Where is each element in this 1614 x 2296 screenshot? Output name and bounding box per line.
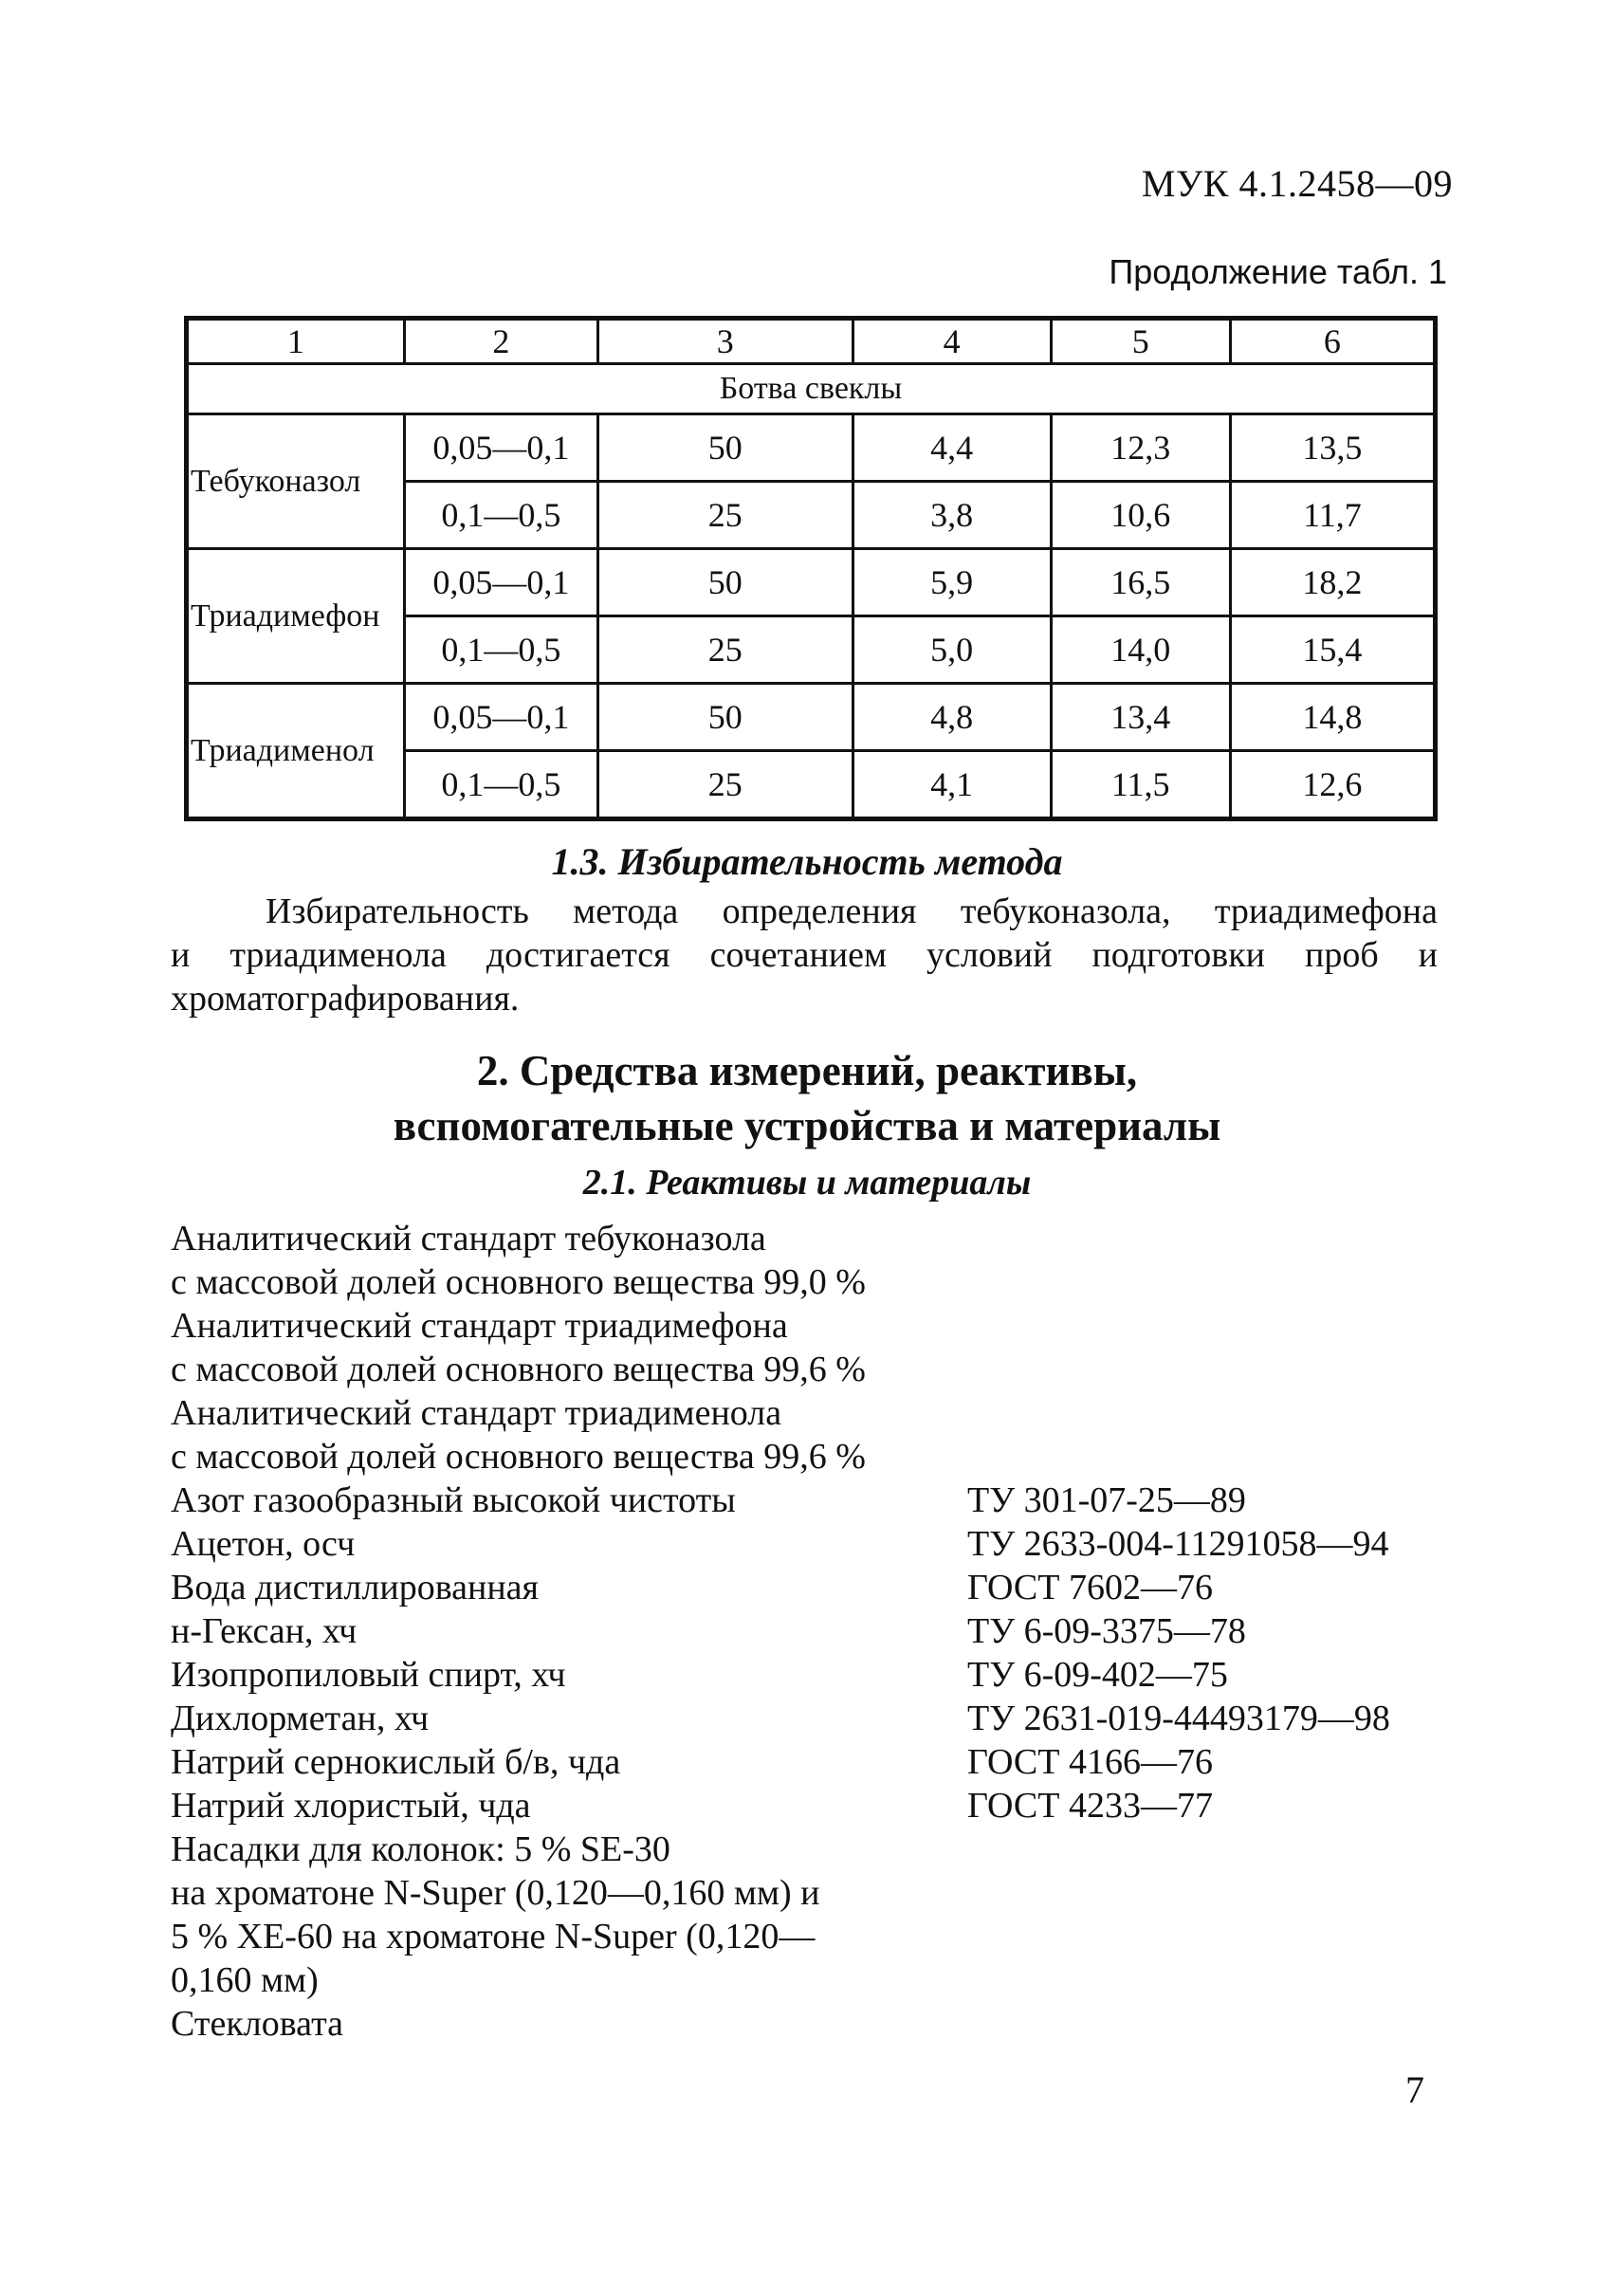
material-standard: ТУ 301-07-25—89 [967,1480,1246,1520]
material-name: Стекловата [171,2004,344,2044]
table-cell: 50 [598,414,853,482]
material-row [171,1697,1460,1740]
material-row [171,2002,1460,2046]
material-row [171,1479,1460,1522]
material-name: 0,160 мм) [171,1960,319,2000]
table-cell: 4,8 [853,684,1051,751]
material-row [171,1348,1460,1391]
table-cell: 5,0 [853,616,1051,684]
table-cell: 25 [598,751,853,819]
table-cell: 0,05—0,1 [404,414,597,482]
table-cell: 0,05—0,1 [404,549,597,616]
table-cell: 4,1 [853,751,1051,819]
material-row [171,1958,1460,2002]
column-header: 3 [598,319,853,364]
column-header: 6 [1230,319,1435,364]
material-name: 5 % ХЕ-60 на хроматоне N-Super (0,120— [171,1917,816,1956]
table-cell: 18,2 [1230,549,1435,616]
material-name: Дихлорметан, хч [171,1699,430,1738]
material-standard: ГОСТ 7602—76 [967,1568,1213,1607]
material-row [171,1260,1460,1304]
column-header: 4 [853,319,1051,364]
table-cell: 50 [598,684,853,751]
section-2-heading [0,1043,1614,1153]
section-1-3-heading: 1.3. Избирательность метода [551,840,1063,883]
material-row [171,1217,1460,1260]
table-cell: 10,6 [1051,482,1230,549]
substance-name: Триадименол [187,684,405,819]
table-cell: 15,4 [1230,616,1435,684]
material-row [171,1915,1460,1958]
table-row [187,684,1436,751]
table-cell: 12,3 [1051,414,1230,482]
table-cell: 14,8 [1230,684,1435,751]
material-row [171,1435,1460,1479]
document-code: МУК 4.1.2458—09 [1141,162,1453,205]
table-cell: 50 [598,549,853,616]
material-row [171,1566,1460,1609]
material-name: Насадки для колонок: 5 % SE-30 [171,1829,670,1869]
material-name: Аналитический стандарт триадимефона [171,1306,788,1346]
material-row [171,1391,1460,1435]
material-standard: ГОСТ 4166—76 [967,1742,1213,1782]
material-row [171,1653,1460,1697]
group-title: Ботва свеклы [187,364,1436,414]
section-2-heading-line-2: вспомогательные устройства и материалы [393,1102,1221,1149]
column-header: 2 [404,319,597,364]
column-header: 1 [187,319,405,364]
material-name: Изопропиловый спирт, хч [171,1655,566,1695]
table-cell: 0,1—0,5 [404,482,597,549]
table-cell: 16,5 [1051,549,1230,616]
table-group-row [187,364,1436,414]
paragraph-first-line: Избирательность метода определения тебуконазола, триадимефона [266,891,1438,931]
material-row [171,1784,1460,1828]
table-cell: 0,05—0,1 [404,684,597,751]
table-header-row [187,319,1436,364]
material-name: Натрий сернокислый б/в, чда [171,1742,621,1782]
substance-name: Тебуконазол [187,414,405,549]
table-cell: 11,5 [1051,751,1230,819]
table-cell: 25 [598,616,853,684]
material-row [171,1522,1460,1566]
table-row [187,414,1436,482]
material-name: Натрий хлористый, чда [171,1786,531,1826]
material-standard: ТУ 6-09-402—75 [967,1655,1228,1695]
table-cell: 12,6 [1230,751,1435,819]
material-row [171,1871,1460,1915]
table-cell: 3,8 [853,482,1051,549]
section-2-heading-line-1: 2. Средства измерений, реактивы, [476,1047,1138,1094]
table-cell: 25 [598,482,853,549]
material-name: Ацетон, осч [171,1524,356,1564]
table-cell: 13,5 [1230,414,1435,482]
materials-list [171,1217,1460,2046]
table-cell: 0,1—0,5 [404,751,597,819]
material-name: с массовой долей основного вещества 99,0 % [171,1262,866,1302]
material-row [171,1304,1460,1348]
material-name: Аналитический стандарт тебуконазола [171,1219,766,1258]
table-cell: 0,1—0,5 [404,616,597,684]
table-cell: 5,9 [853,549,1051,616]
material-name: Азот газообразный высокой чистоты [171,1480,736,1520]
material-standard: ГОСТ 4233—77 [967,1786,1213,1826]
paragraph-continuation: и триадименола достигается сочетанием условий подготовки проб и хроматографирования. [171,935,1438,1019]
table-cell: 11,7 [1230,482,1435,549]
table-cell: 13,4 [1051,684,1230,751]
material-name: Аналитический стандарт триадименола [171,1393,782,1433]
results-table [184,316,1438,821]
table-cell: 14,0 [1051,616,1230,684]
material-standard: ТУ 6-09-3375—78 [967,1611,1246,1651]
material-row [171,1828,1460,1871]
selectivity-paragraph [171,890,1438,1020]
substance-name: Триадимефон [187,549,405,684]
page-number: 7 [1405,2068,1424,2111]
material-name: н-Гексан, хч [171,1611,358,1651]
material-name: Вода дистиллированная [171,1568,540,1607]
section-2-1-heading: 2.1. Реактивы и материалы [582,1163,1032,1203]
table-cell: 4,4 [853,414,1051,482]
material-standard: ТУ 2631-019-44493179—98 [967,1699,1390,1738]
column-header: 5 [1051,319,1230,364]
material-standard: ТУ 2633-004-11291058—94 [967,1524,1389,1564]
material-row [171,1609,1460,1653]
material-row [171,1740,1460,1784]
material-name: с массовой долей основного вещества 99,6 % [171,1437,866,1477]
material-name: на хроматоне N-Super (0,120—0,160 мм) и [171,1873,820,1913]
table-caption: Продолжение табл. 1 [1109,252,1447,291]
material-name: с массовой долей основного вещества 99,6 % [171,1350,866,1389]
table-row [187,549,1436,616]
